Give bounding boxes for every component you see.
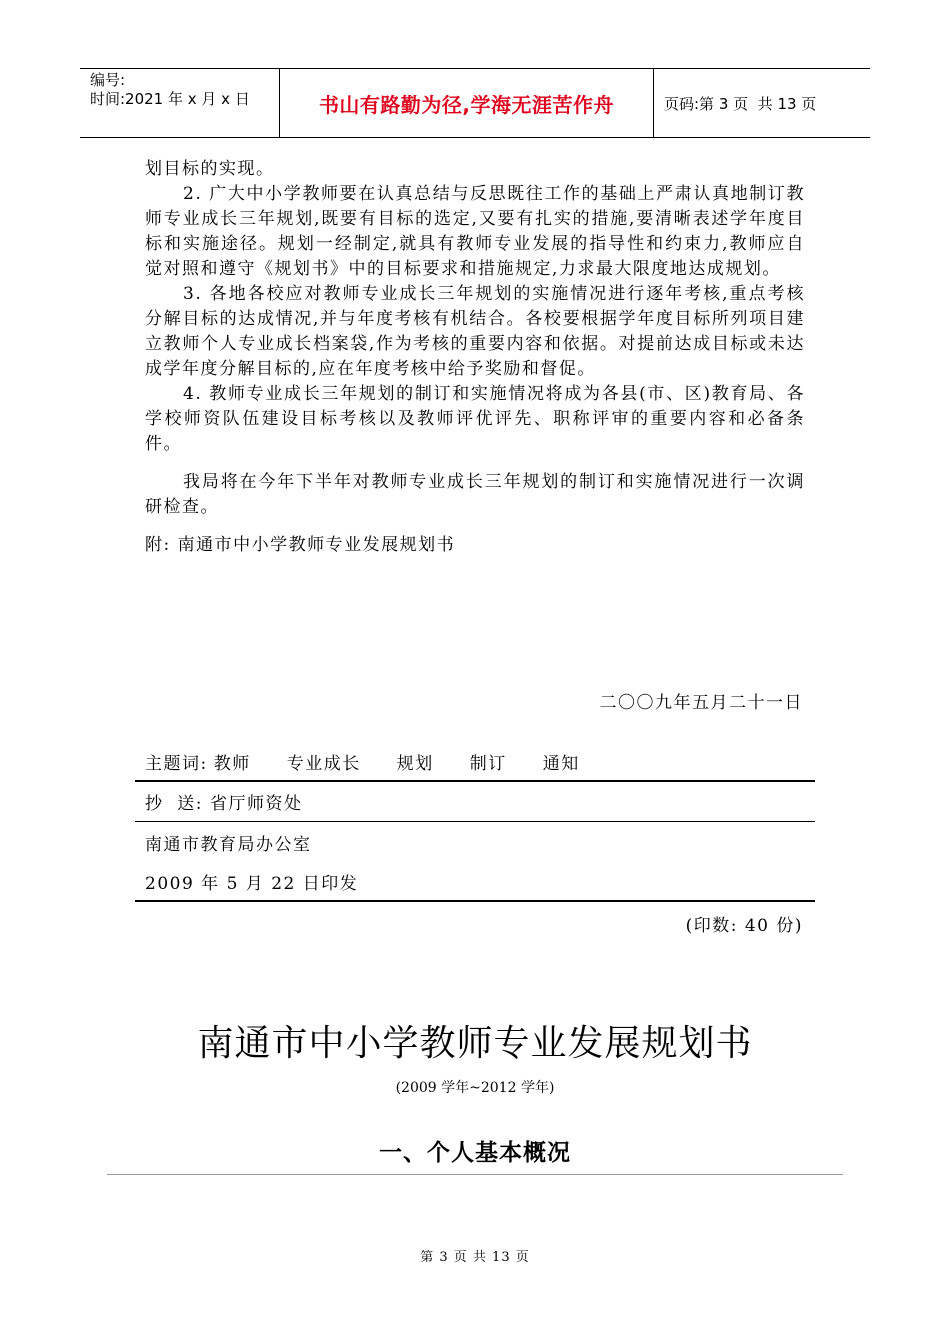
header-meta [80, 69, 280, 137]
header-motto-cell [280, 69, 654, 137]
plan-subtitle: (2009 学年~2012 学年) [395, 1080, 555, 1096]
print-count: (印数: 40 份) [685, 916, 803, 936]
attachment-line: 附: 南通市中小学教师专业发展规划书 [145, 535, 456, 555]
document-number: 编号: [90, 71, 126, 89]
issued-text: 2009 年 5 月 22 日印发 [145, 873, 359, 894]
signing-date: 二〇〇九年五月二十一日 [599, 693, 803, 713]
paragraph-item-4: 4. 教师专业成长三年规划的制订和实施情况将成为各县(市、区)教育局、各学校师资队伍建设目标考核以及教师评优评先、职称评审的重要内容和必备条件。 [145, 384, 805, 454]
paragraph-item-3: 3. 各地各校应对教师专业成长三年规划的实施情况进行逐年考核,重点考核分解目标的达成情况,并与年度考核有机结合。各校要根据学年度目标所列项目建立教师个人专业成长档案袋,作为考核的重要内容和依据。对提前达成目标或未达成学年度分解目标的,应在年度考核中给予奖励和督促。 [145, 284, 805, 379]
keyword: 教师 [213, 753, 251, 774]
paragraph-item-2: 2. 广大中小学教师要在认真总结与反思既往工作的基础上严肃认真地制订教师专业成长三年规划,既要有目标的选定,又要有扎实的措施,要清晰表述学年度目标和实施途径。规划一经制定,就具有教师专业发展的指导性和约束力,教师应自觉对照和遵守《规划书》中的目标要求和措施规定,力求最大限度地达成规划。 [145, 184, 805, 279]
distribution-table [135, 742, 815, 902]
paragraph-inspection: 我局将在今年下半年对教师专业成长三年规划的制订和实施情况进行一次调研检查。 [145, 472, 805, 517]
issued-row [135, 862, 815, 902]
section-divider [107, 1174, 843, 1175]
document-time: 时间:2021 年 x 月 x 日 [90, 90, 250, 108]
cc-row [135, 782, 815, 822]
plan-title: 南通市中小学教师专业发展规划书 [197, 1023, 753, 1064]
keyword: 专业成长 [286, 753, 361, 774]
keyword: 规划 [396, 753, 434, 774]
keyword: 制订 [469, 753, 507, 774]
issuer-text: 南通市教育局办公室 [145, 834, 312, 855]
header-page-cell [654, 69, 870, 137]
page-footer: 第 3 页 共 13 页 [420, 1250, 530, 1265]
issuer-row [135, 822, 815, 862]
keywords-row [135, 742, 815, 782]
keywords-label: 主题词: [145, 753, 208, 774]
header-page-number: 页码:第 3 页 共 13 页 [664, 94, 817, 113]
paragraph-continuation: 划目标的实现。 [145, 159, 275, 179]
cc-text: 抄 送: 省厅师资处 [145, 794, 303, 814]
section-heading: 一、个人基本概况 [379, 1139, 571, 1166]
header-motto: 书山有路勤为径,学海无涯苦作舟 [318, 92, 615, 117]
notice-body [145, 157, 805, 558]
page-header [80, 68, 870, 138]
keyword: 通知 [542, 753, 580, 774]
